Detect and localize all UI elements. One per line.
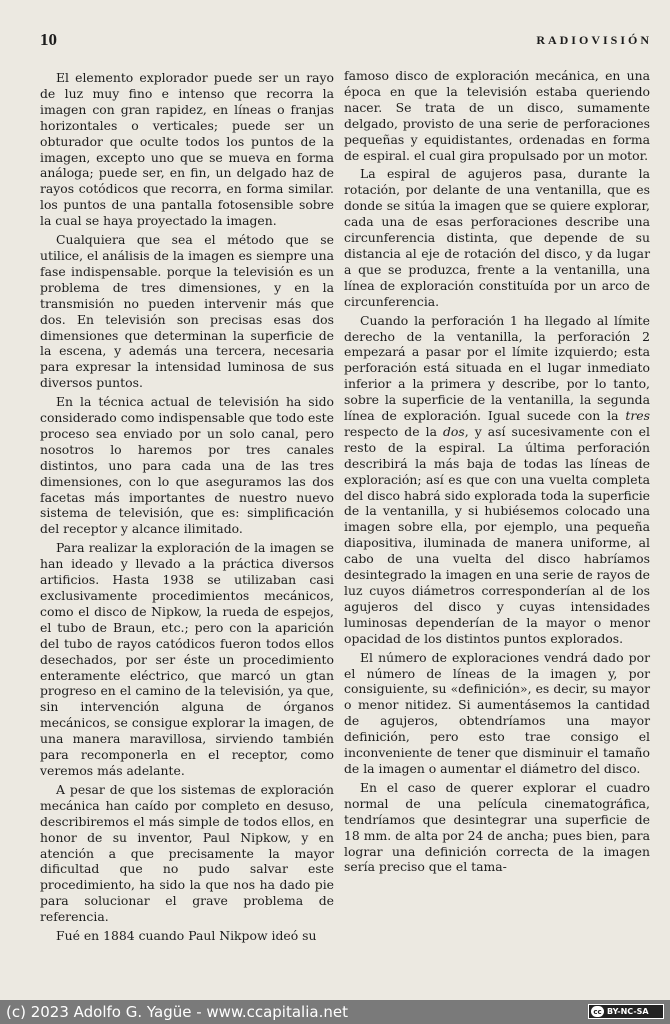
paragraph: En la técnica actual de televisión ha sido considerado como indispensable que todo este proceso sea enviado por un solo canal, pero nosotros lo haremos por tres canales distintos, uno para cada una de las tres dimensiones, con lo que aseguramos las dos facetas más importantes de nuestro nuevo sistema de televisión, que es: simplificación del receptor y alcance ilimitado.	[40, 394, 334, 537]
copyright-text: (c) 2023 Adolfo G. Yagüe - www.ccapitalia.net	[6, 1003, 348, 1021]
creative-commons-icon: cc	[591, 1006, 604, 1017]
text-run: respecto de la	[344, 423, 443, 439]
running-head: RADIOVISIÓN	[536, 33, 652, 47]
paragraph: Para realizar la exploración de la imagen se han ideado y llevado a la práctica diversos artificios. Hasta 1938 se utilizaban casi exclusivamente procedimientos mecánicos, como el disco de Nipkow, la rueda de espejos, el tubo de Braun, etc.; pero con la aparición del tubo de rayos catódicos fueron todos ellos desechados, por ser éste un procedimiento enteramente eléctrico, que marcó un gtan progreso en el camino de la televisión, ya que, sin intervención alguna de órganos mecánicos, se consigue explorar la imagen, de una manera maravillosa, sirviendo también para recomponerla en el receptor, como veremos más adelante.	[40, 540, 334, 778]
license-label: BY-NC-SA	[607, 1007, 649, 1016]
paragraph	[344, 313, 650, 647]
paragraph: La espiral de agujeros pasa, durante la rotación, por delante de una ventanilla, que es donde se sitúa la imagen que se quiere explorar, cada una de esas perforaciones describe una circunferencia distinta, que depende de su distancia al eje de rotación del disco, y da lugar a que se produzca, frente a la ventanilla, una línea de exploración constituída por un arco de circunferencia.	[344, 166, 650, 309]
italic-word: tres	[625, 408, 650, 424]
paragraph: El número de exploraciones vendrá dado por el número de líneas de la imagen y, por consiguiente, su «definición», es decir, su mayor o menor nitidez. Si aumentásemos la cantidad de agujeros, obtendríamos una mayor definición, pero esto trae consigo el inconveniente de tener que disminuir el tamaño de la imagen o aumentar el diámetro del disco.	[344, 649, 650, 776]
paragraph: A pesar de que los sistemas de exploración mecánica han caído por completo en desuso, describiremos el más simple de todos ellos, en honor de su inventor, Paul Nipkow, y en atención a que precisamente la mayor dificultad que no pudo salvar este procedimiento, ha sido la que nos ha dado pie para solucionar el grave problema de referencia.	[40, 781, 334, 925]
copyright-footer	[0, 1000, 670, 1024]
text-run: Cuando la perforación 1 ha llegado al límite derecho de la ventanilla, la perforación 2 empezará a pasar por el límite izquierdo; esta perforación está situada en el lugar inmediato inferior a la primera y describe, por lo tanto, sobre la superficie de la ventanilla, la segunda línea de exploración. Igual sucede con la	[344, 312, 650, 424]
right-column	[344, 68, 650, 878]
paragraph: Cualquiera que sea el método que se utilice, el análisis de la imagen es siempre una fase indispensable. porque la televisión es un problema de tres dimensiones, y en la transmisión no pueden intervenir más que dos. En televisión son precisas esas dos dimensiones que determinan la superficie de la escena, y además una tercera, necesaria para expresar la intensidad luminosa de sus diversos puntos.	[40, 232, 334, 391]
cc-license-badge[interactable]	[588, 1004, 664, 1019]
left-column	[40, 70, 334, 947]
paragraph: famoso disco de exploración mecánica, en una época en que la televisión estaba queriendo nacer. Se trata de un disco, sumamente delgado, provisto de una serie de perforaciones pequeñas y equidistantes, ordenadas en forma de espiral. el cual gira propulsado por un motor.	[344, 68, 650, 163]
italic-word: dos	[443, 423, 465, 439]
paragraph: El elemento explorador puede ser un rayo de luz muy fino e intenso que recorra la imagen con gran rapidez, en líneas o franjas horizontales o verticales; puede ser un obturador que oculte todos los puntos de la imagen, excepto uno que se mueva en forma análoga; puede ser, en fin, un delgado haz de rayos cotódicos que recorra, en forma similar. los puntos de una pantalla fotosensible sobre la cual se haya proyectado la imagen.	[40, 70, 334, 229]
paragraph: En el caso de querer explorar el cuadro normal de una película cinematográfica, tendríamos que desintegrar una superficie de 18 mm. de alta por 24 de ancha; pues bien, para lograr una definición correcta de la imagen sería preciso que el tama-	[344, 779, 650, 875]
text-run: , y así sucesivamente con el resto de la espiral. La última perforación describirá la más baja de todas las líneas de exploración; así es que con una vuelta completa del disco habrá sido explorada toda la superficie de la ventanilla, y si hubiésemos colocado una imagen sobre ella, por ejemplo, una pequeña diapositiva, iluminada de manera uniforme, al cabo de una vuelta del disco habríamos desintegrado la imagen en una serie de rayos de luz cuyos diámetros corresponderían al de los agujeros del disco y cuyas intensidades luminosas dependerían de la mayor o menor opacidad de los distintos puntos explorados.	[344, 423, 650, 646]
page-number: 10	[40, 30, 57, 49]
paragraph: Fué en 1884 cuando Paul Nikpow ideó su	[56, 928, 317, 944]
